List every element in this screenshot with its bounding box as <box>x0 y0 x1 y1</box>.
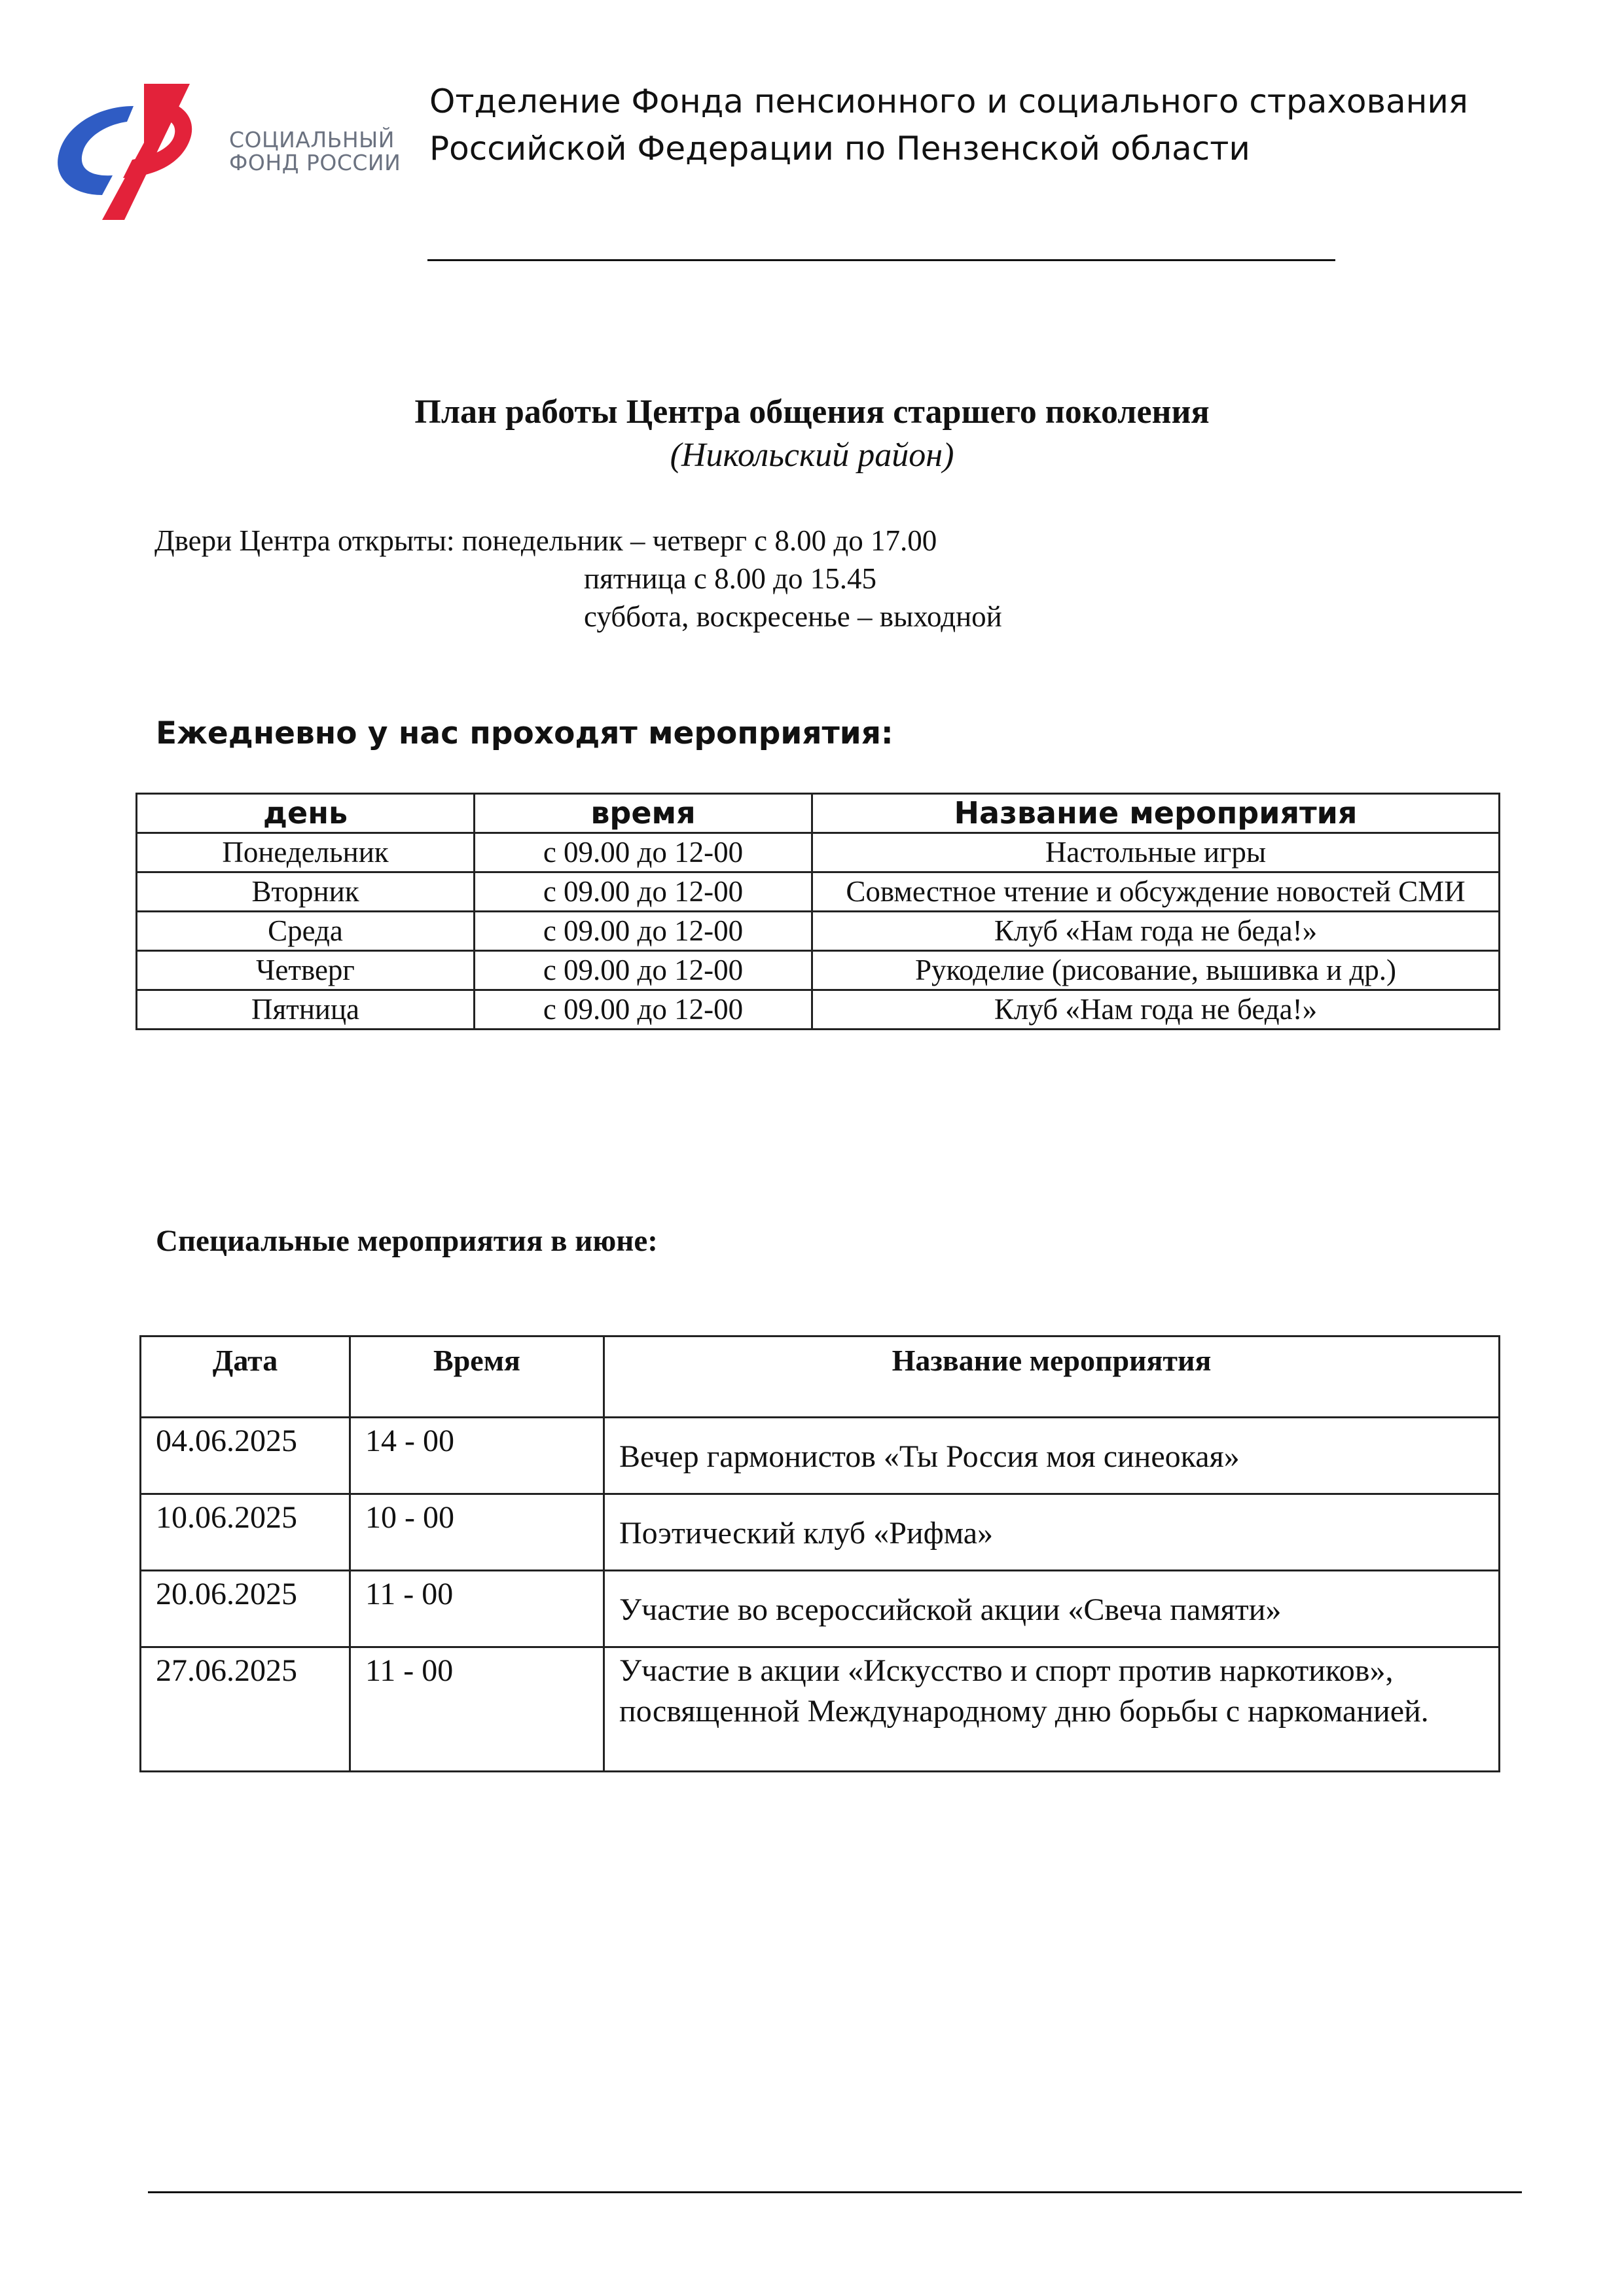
daily-events-table <box>135 793 1500 1030</box>
day-cell: Понедельник <box>137 833 475 872</box>
column-header-name: Название мероприятия <box>604 1336 1500 1418</box>
special-heading: Специальные мероприятия в июне: <box>156 1224 658 1258</box>
social-fund-logo-icon <box>46 80 216 224</box>
day-cell: Вторник <box>137 872 475 912</box>
event-name-cell: Настольные игры <box>812 833 1500 872</box>
time-cell: с 09.00 до 12-00 <box>475 951 812 990</box>
event-name-cell: Участие во всероссийской акции «Свеча памяти» <box>604 1571 1500 1647</box>
event-name-cell: Участие в акции «Искусство и спорт против наркотиков», посвященной Международному дню борьбы с наркоманией. <box>604 1647 1500 1772</box>
logo-text-line1: СОЦИАЛЬНЫЙ <box>229 127 395 152</box>
time-cell: 14 - 00 <box>350 1418 604 1494</box>
daily-heading: Ежедневно у нас проходят мероприятия: <box>156 715 893 751</box>
table-row <box>141 1647 1500 1772</box>
event-name-cell: Клуб «Нам года не беда!» <box>812 990 1500 1030</box>
time-cell: с 09.00 до 12-00 <box>475 872 812 912</box>
table-row <box>141 1571 1500 1647</box>
event-name-cell: Клуб «Нам года не беда!» <box>812 912 1500 951</box>
table-row <box>137 872 1500 912</box>
table-row <box>137 912 1500 951</box>
time-cell: 11 - 00 <box>350 1571 604 1647</box>
table-row <box>141 1418 1500 1494</box>
hours-line3: суббота, воскресенье – выходной <box>584 600 1002 633</box>
column-header-date: Дата <box>141 1336 350 1418</box>
time-cell: с 09.00 до 12-00 <box>475 990 812 1030</box>
time-cell: с 09.00 до 12-00 <box>475 912 812 951</box>
org-name-line2: Российской Федерации по Пензенской области <box>429 130 1250 168</box>
logo-text-line2: ФОНД РОССИИ <box>229 150 401 175</box>
special-events-table <box>139 1335 1500 1772</box>
page-title: План работы Центра общения старшего поколения <box>414 393 1210 431</box>
time-cell: 10 - 00 <box>350 1494 604 1571</box>
table-header-row <box>141 1336 1500 1418</box>
date-cell: 27.06.2025 <box>141 1647 350 1772</box>
table-row <box>137 951 1500 990</box>
column-header-time: Время <box>350 1336 604 1418</box>
column-header-name: Название мероприятия <box>812 794 1500 833</box>
table-row <box>137 833 1500 872</box>
event-name-cell: Совместное чтение и обсуждение новостей СМИ <box>812 872 1500 912</box>
hours-line2: пятница с 8.00 до 15.45 <box>584 562 877 595</box>
day-cell: Четверг <box>137 951 475 990</box>
table-header-row <box>137 794 1500 833</box>
date-cell: 04.06.2025 <box>141 1418 350 1494</box>
time-cell: с 09.00 до 12-00 <box>475 833 812 872</box>
page-subtitle: (Никольский район) <box>670 437 954 474</box>
event-name-cell: Поэтический клуб «Рифма» <box>604 1494 1500 1571</box>
column-header-day: день <box>137 794 475 833</box>
event-name-cell: Рукоделие (рисование, вышивка и др.) <box>812 951 1500 990</box>
table-row <box>137 990 1500 1030</box>
footer-divider <box>148 2191 1522 2193</box>
date-cell: 10.06.2025 <box>141 1494 350 1571</box>
header-divider <box>427 259 1335 261</box>
column-header-time: время <box>475 794 812 833</box>
hours-line1: Двери Центра открыты: понедельник – четверг с 8.00 до 17.00 <box>154 524 937 557</box>
date-cell: 20.06.2025 <box>141 1571 350 1647</box>
event-name-cell: Вечер гармонистов «Ты Россия моя синеокая» <box>604 1418 1500 1494</box>
org-name-line1: Отделение Фонда пенсионного и социального страхования <box>429 82 1468 120</box>
time-cell: 11 - 00 <box>350 1647 604 1772</box>
day-cell: Среда <box>137 912 475 951</box>
day-cell: Пятница <box>137 990 475 1030</box>
table-row <box>141 1494 1500 1571</box>
